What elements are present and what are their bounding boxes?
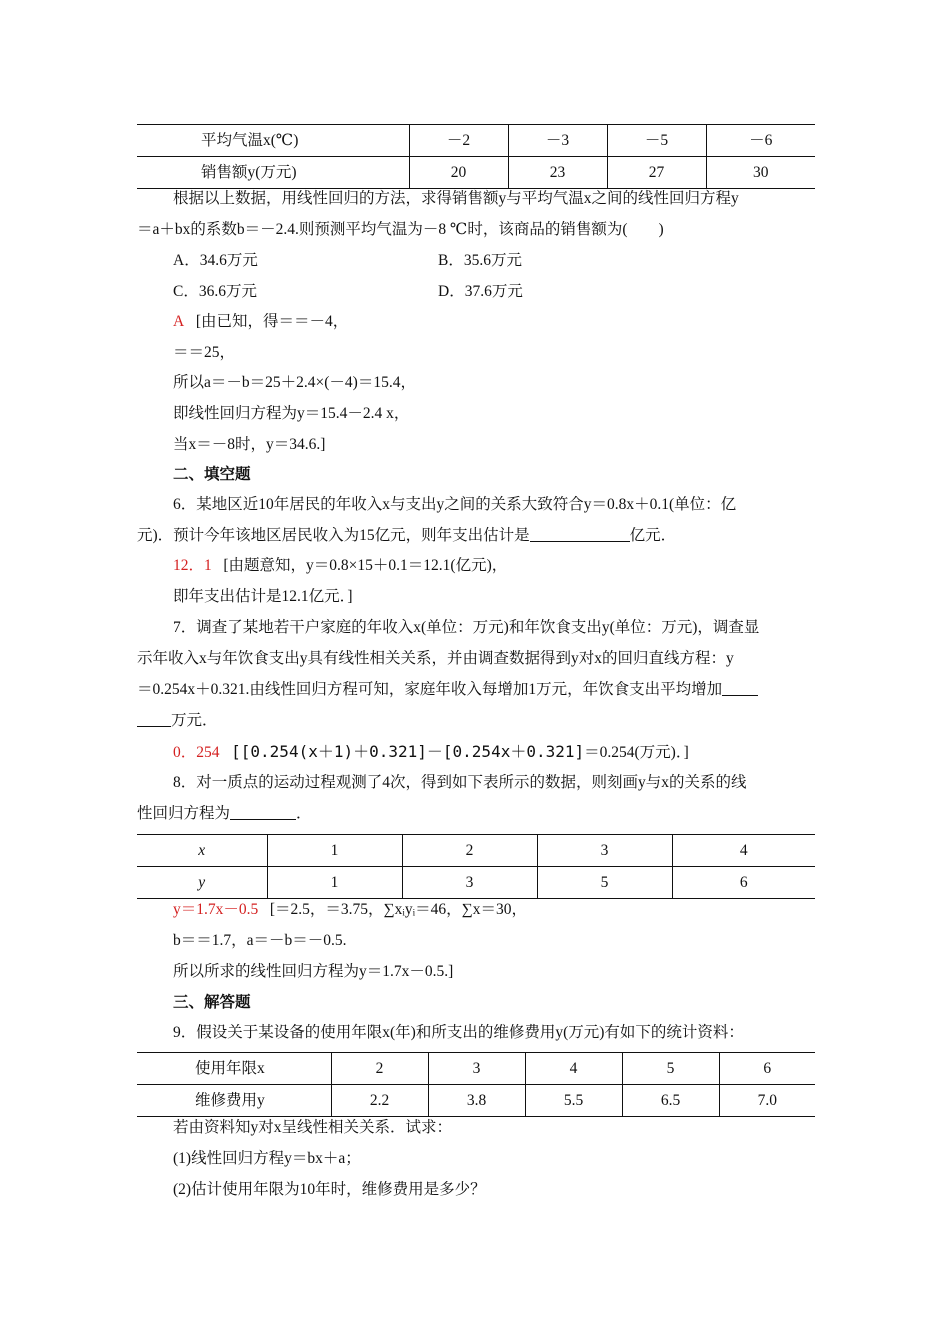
answer-blank	[137, 710, 171, 727]
question-text: 6．某地区近10年居民的年收入x与支出y之间的关系大致符合y＝0.8x＋0.1(单位：亿	[173, 496, 737, 513]
table-cell: 2.2	[331, 1085, 428, 1117]
solution-line: 即线性回归方程为y＝15.4－2.4 x，	[173, 405, 410, 422]
answer-letter: A	[173, 313, 185, 330]
question-text: 9．假设关于某设备的使用年限x(年)和所支出的维修费用y(万元)有如下的统计资料：	[173, 1024, 744, 1041]
answer-value: y＝1.7x－0.5	[173, 901, 259, 918]
observation-table	[137, 834, 815, 899]
table-header-cell: y	[137, 867, 267, 899]
table-cell: 1	[267, 867, 402, 899]
table-cell: 2	[402, 835, 537, 867]
solution-text: [由已知，得＝＝－4，	[195, 313, 349, 330]
table-cell: 20	[409, 157, 508, 189]
table-cell: 6	[672, 867, 815, 899]
answer-value: 12．1	[173, 557, 212, 574]
table-cell: 1	[267, 835, 402, 867]
question-text-part: 元)．预计今年该地区居民收入为15亿元，则年支出估计是	[137, 527, 530, 544]
solution-line: 所以所求的线性回归方程为y＝1.7x－0.5.]	[173, 963, 454, 980]
table-cell: 27	[607, 157, 706, 189]
table-cell: 23	[508, 157, 607, 189]
table-row	[137, 835, 815, 867]
table-row	[137, 1085, 815, 1117]
table-cell: 3.8	[428, 1085, 525, 1117]
solution-line: ＝＝25，	[173, 344, 236, 361]
table-header-cell: x	[198, 841, 206, 859]
question-text-part: ＝0.254x＋0.321.由线性回归方程可知，家庭年收入每增加1万元，年饮食支出平均增加	[137, 681, 723, 698]
answer-value: 0．254	[173, 744, 220, 761]
table-cell: －6	[706, 125, 815, 157]
question-text-part: 性回归方程为	[137, 805, 231, 822]
table-cell: 2	[331, 1053, 428, 1085]
option-b: B．35.6万元	[438, 252, 522, 269]
solution-line	[173, 741, 851, 764]
table-header-cell: 平均气温x(℃)	[201, 131, 299, 149]
question-text	[137, 525, 815, 547]
solution-line: 即年支出估计是12.1亿元．]	[173, 588, 353, 605]
question-text: 示年收入x与年饮食支出y具有线性相关关系，并由调查数据得到y对x的回归直线方程：y	[137, 650, 734, 667]
question-text: ＝a＋bx的系数b＝－2.4.则预测平均气温为－8 ℃时，该商品的销售额为( )	[137, 221, 664, 238]
question-text: 根据以上数据，用线性回归的方法，求得销售额y与平均气温x之间的线性回归方程y	[173, 190, 739, 207]
solution-expression: [[0.254(x＋1)＋0.321]－[0.254x＋0.321]	[231, 742, 585, 761]
table-row	[137, 1053, 815, 1085]
table-cell: －2	[409, 125, 508, 157]
option-d: D．37.6万元	[438, 283, 523, 300]
table-cell: 5	[537, 867, 672, 899]
question-text	[137, 803, 815, 825]
solution-line	[173, 555, 851, 577]
question-text	[137, 710, 815, 732]
question-text: 若由资料知y对x呈线性相关关系．试求：	[173, 1119, 453, 1136]
solution-text: [由题意知，y＝0.8×15＋0.1＝12.1(亿元)，	[223, 557, 508, 574]
solution-line	[173, 311, 851, 333]
table-cell: 6	[719, 1053, 815, 1085]
table-cell: 30	[706, 157, 815, 189]
solution-line: b＝＝1.7，a＝－b＝－0.5.	[173, 932, 347, 949]
table-header-cell: 销售额y(万元)	[137, 157, 409, 189]
solution-line: 当x＝－8时，y＝34.6.]	[173, 436, 326, 453]
table-cell: 3	[537, 835, 672, 867]
table-cell: 3	[428, 1053, 525, 1085]
table-header-cell: 使用年限x	[195, 1059, 265, 1077]
question-text	[137, 679, 815, 701]
table-cell: 5.5	[525, 1085, 622, 1117]
table-row	[137, 157, 815, 189]
answer-blank	[230, 803, 296, 820]
question-text-part: 亿元．	[629, 527, 677, 544]
answer-blank	[530, 525, 630, 542]
solution-line: 所以a＝－b＝25＋2.4×(－4)＝15.4，	[173, 374, 416, 391]
question-text: 8．对一质点的运动过程观测了4次，得到如下表所示的数据，则刻画y与x的关系的线	[173, 774, 747, 791]
table-cell: 3	[402, 867, 537, 899]
maintenance-table	[137, 1052, 815, 1117]
table-cell: 4	[525, 1053, 622, 1085]
question-part: (2)估计使用年限为10年时，维修费用是多少？	[173, 1181, 486, 1198]
table-header-cell: 维修费用y	[137, 1085, 331, 1117]
temperature-sales-table	[137, 124, 815, 189]
table-cell: 7.0	[719, 1085, 815, 1117]
option-c: C．36.6万元	[173, 283, 257, 300]
section-heading: 三、解答题	[173, 994, 251, 1011]
answer-blank	[722, 679, 758, 696]
question-text-part: ．	[296, 805, 312, 822]
question-part: (1)线性回归方程y＝bx＋a；	[173, 1150, 361, 1167]
solution-text: ＝0.254(万元)．]	[584, 744, 689, 761]
table-cell: 5	[622, 1053, 719, 1085]
table-cell: 6.5	[622, 1085, 719, 1117]
solution-line	[173, 899, 851, 921]
table-row	[137, 867, 815, 899]
table-cell: 4	[672, 835, 815, 867]
question-text-part: 万元．	[171, 712, 218, 729]
option-a: A．34.6万元	[173, 252, 258, 269]
question-text: 7．调查了某地若干户家庭的年收入x(单位：万元)和年饮食支出y(单位：万元)，调查显	[173, 619, 760, 636]
section-heading: 二、填空题	[173, 466, 251, 483]
table-cell: －5	[607, 125, 706, 157]
table-row	[137, 125, 815, 157]
table-cell: －3	[508, 125, 607, 157]
solution-text: [＝2.5，＝3.75，∑xᵢyᵢ＝46，∑x＝30，	[269, 901, 527, 918]
